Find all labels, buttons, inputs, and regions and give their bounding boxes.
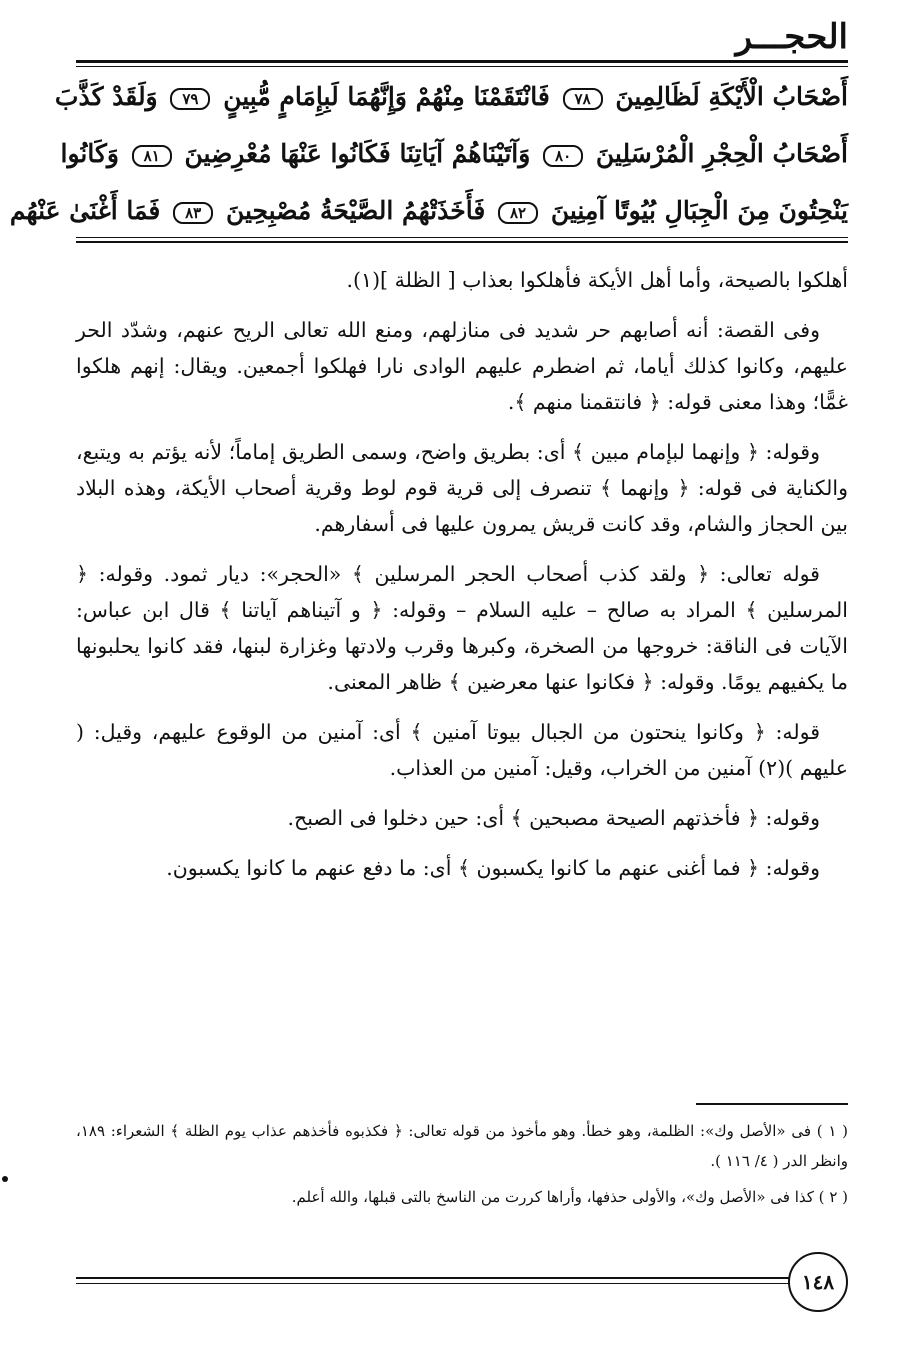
commentary-paragraph: وقوله: ﴿ وإنهما لبإمام مبين ﴾ أى: بطريق واضح، وسمى الطريق إماماً؛ لأنه يؤتم به ويتبع، والكناية فى قوله: ﴿ وإنهما ﴾ تنصرف إلى قرية قوم لوط وقرية أصحاب الأيكة، وهذه البلاد بين الحجاز والشام، وقد كانت قريش يمرون عليها فى أسفارهم. xyxy=(76,440,848,536)
footnote-1: ( ١ ) فى «الأصل وك»: الظلمة، وهو خطأ. وهو مأخوذ من قوله تعالى: ﴿ فكذبوه فأخذهم عذاب يوم الظلة ﴾ الشعراء: ١٨٩، وانظر الدر ( ٤/ ١١٦ ). xyxy=(76,1122,848,1170)
footer-rule-thin xyxy=(76,1283,792,1284)
page-number-badge: ١٤٨ xyxy=(788,1252,848,1312)
ayah-number-marker: ٨٢ xyxy=(498,202,538,224)
verse-line-3 xyxy=(9,182,848,239)
verse-line-2 xyxy=(60,125,848,182)
commentary-paragraph: وفى القصة: أنه أصابهم حر شديد فى منازلهم، ومنع الله تعالى الريح عنهم، وشدّد الحر عليهم، وكانوا كذلك أياما، ثم اضطرم عليهم الوادى نارا فهلكوا أجمعين. ويقال: إنهم هلكوا غمًّا؛ وهذا معنى قوله: ﴿ فانتقمنا منهم ﴾. xyxy=(76,318,848,414)
verse-text: فَأَخَذَتْهُمُ الصَّيْحَةُ مُصْبِحِينَ xyxy=(225,196,486,225)
surah-header-title: الحجـــر xyxy=(735,17,848,57)
header-rule xyxy=(76,60,848,63)
commentary-paragraph: وقوله: ﴿ فأخذتهم الصيحة مصبحين ﴾ أى: حين دخلوا فى الصبح. xyxy=(287,806,820,830)
ayah-number-marker: ٨١ xyxy=(132,145,172,167)
ayah-number-marker: ٧٩ xyxy=(170,88,210,110)
verse-text: فَمَا أَغْنَىٰ عَنْهُم xyxy=(9,196,161,225)
ayah-number-marker: ٨٠ xyxy=(543,145,583,167)
ayah-number-marker: ٧٨ xyxy=(563,88,603,110)
verses-divider xyxy=(76,237,848,238)
verse-text: وَلَقَدْ كَذَّبَ xyxy=(54,82,158,111)
footnote-2: ( ٢ ) كذا فى «الأصل وك»، والأولى حذفها، وأراها كررت من الناسخ بالتى قبلها، والله أعلم. xyxy=(291,1188,848,1206)
footer-rule xyxy=(76,1277,792,1279)
verse-line-1 xyxy=(54,68,848,125)
footnote-separator xyxy=(696,1103,848,1105)
commentary-paragraph: أهلكوا بالصيحة، وأما أهل الأيكة فأهلكوا بعذاب [ الظلة ](١). xyxy=(346,268,848,292)
verse-text: وَكَانُوا xyxy=(60,139,119,168)
verses-divider-thick xyxy=(76,241,848,243)
commentary-paragraph: قوله تعالى: ﴿ ولقد كذب أصحاب الحجر المرسلين ﴾ «الحجر»: ديار ثمود. وقوله: ﴿ المرسلين ﴾ المراد به صالح – عليه السلام – وقوله: ﴿ و آتيناهم آياتنا ﴾ قال ابن عباس: الآيات فى الناقة: خروجها من الصخرة، وكبرها وقرب ولادتها وغزارة لبنها، فقد كانوا يحلبونها ما يكفيهم يومًا. وقوله: ﴿ فكانوا عنها معرضين ﴾ ظاهر المعنى. xyxy=(76,562,848,694)
margin-mark xyxy=(2,1176,8,1182)
verse-text: أَصْحَابُ الْأَيْكَةِ لَظَالِمِينَ xyxy=(615,82,848,111)
commentary-body xyxy=(76,262,848,900)
ayah-number-marker: ٨٣ xyxy=(173,202,213,224)
header-rule-thin xyxy=(76,66,848,67)
verse-text: فَانْتَقَمْنَا مِنْهُمْ وَإِنَّهُمَا لَبِإِمَامٍ مُّبِينٍ xyxy=(223,82,550,111)
commentary-paragraph: قوله: ﴿ وكانوا ينحتون من الجبال بيوتا آمنين ﴾ أى: آمنين من الوقوع عليهم، وقيل: ( عليهم )(٢) آمنين من الخراب، وقيل: آمنين من العذاب. xyxy=(76,720,848,780)
commentary-paragraph: وقوله: ﴿ فما أغنى عنهم ما كانوا يكسبون ﴾ أى: ما دفع عنهم ما كانوا يكسبون. xyxy=(166,856,820,880)
verse-text: يَنْحِتُونَ مِنَ الْجِبَالِ بُيُوتًا آمِنِينَ xyxy=(550,196,848,225)
quran-verses-block xyxy=(9,68,848,239)
verse-text: وَآتَيْنَاهُمْ آيَاتِنَا فَكَانُوا عَنْهَا مُعْرِضِينَ xyxy=(184,139,531,168)
footnotes xyxy=(76,1116,848,1218)
verse-text: أَصْحَابُ الْحِجْرِ الْمُرْسَلِينَ xyxy=(595,139,848,168)
